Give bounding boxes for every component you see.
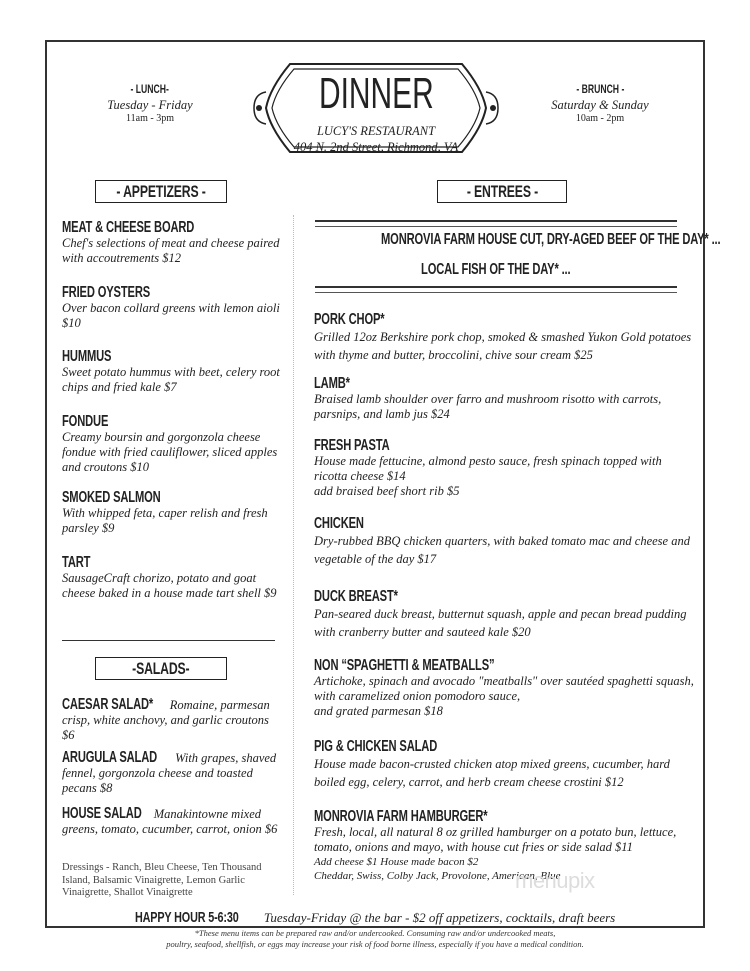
menu-item: LAMB* Braised lamb shoulder over farro and mushroom risotto with carrots, parsnips, and lamb jus $24 — [314, 375, 662, 421]
menu-item: CHICKEN Dry-rubbed BBQ chicken quarters, with baked tomato mac and cheese and vegetable of the day $17 — [314, 515, 690, 566]
menu-item: PIG & CHICKEN SALAD House made bacon-crusted chicken atop mixed greens, cucumber, hard boiled egg, celery, carrot, and herb cream cheese crostini $12 — [314, 738, 670, 789]
appetizers-heading: - APPETIZERS - — [95, 180, 227, 203]
happy-hour: HAPPY HOUR 5-6:30 Tuesday-Friday @ the bar - $2 off appetizers, cocktails, draft beers — [134, 909, 616, 926]
specials-rule-bottom — [315, 286, 677, 293]
section-divider — [62, 640, 275, 641]
special-fish: LOCAL FISH OF THE DAY* ... — [421, 261, 571, 278]
menu-item: TART SausageCraft chorizo, potato and goat cheese baked in a house made tart shell $9 — [62, 554, 277, 600]
menu-item: HUMMUS Sweet potato hummus with beet, celery root chips and fried kale $7 — [62, 348, 280, 394]
lunch-time: 11am - 3pm — [126, 113, 174, 124]
brunch-label: - BRUNCH - — [576, 82, 624, 96]
disclaimer: *These menu items can be prepared raw and/or undercooked. Consuming raw and/or undercooked meats, poultry, seafood, shellfish, or eggs may increase your risk of food borne illness, especially if you have a medical condition. — [166, 928, 584, 949]
brunch-days: Saturday & Sunday — [551, 98, 649, 112]
salad-item: CAESAR SALAD* Romaine, parmesan crisp, white anchovy, and garlic croutons $6 — [62, 696, 270, 742]
special-beef: MONROVIA FARM HOUSE CUT, DRY-AGED BEEF OF THE DAY* ... — [381, 231, 721, 248]
menu-item: NON “SPAGHETTI & MEATBALLS” Artichoke, spinach and avocado "meatballs" over sautéed spaghetti squash, with caramelized onion pomodoro sauce, and grated parmesan $18 — [314, 657, 694, 718]
menu-item: FRESH PASTA House made fettucine, almond pesto sauce, fresh spinach topped with ricotta cheese $14 add braised beef short rib $5 — [314, 437, 662, 498]
menu-item: PORK CHOP* Grilled 12oz Berkshire pork chop, smoked & smashed Yukon Gold potatoes with thyme and butter, broccolini, chive sour cream $25 — [314, 311, 692, 362]
specials-rule-top — [315, 220, 677, 227]
column-divider — [293, 215, 294, 895]
lunch-label: - LUNCH- — [130, 82, 170, 96]
restaurant-address: 404 N. 2nd Street, Richmond, VA — [293, 140, 459, 154]
brunch-hours — [520, 80, 680, 124]
lunch-days: Tuesday - Friday — [107, 98, 193, 112]
menu-item: MONROVIA FARM HAMBURGER* Fresh, local, all natural 8 oz grilled hamburger on a potato bun, lettuce, tomato, onions and mayo, with house cut fries or side salad $11 Add cheese $1 House made bacon $2 Cheddar, Swiss, Colby Jack, Provolone, American, Blue — [314, 808, 677, 882]
menu-item: DUCK BREAST* Pan-seared duck breast, butternut squash, apple and pecan bread pudding with cranberry butter and sauteed kale $20 — [314, 588, 687, 639]
menu-item: FRIED OYSTERS Over bacon collard greens with lemon aioli $10 — [62, 284, 280, 330]
restaurant-name: LUCY'S RESTAURANT — [316, 124, 436, 138]
dressings-list: Dressings - Ranch, Bleu Cheese, Ten Thousand Island, Balsamic Vinaigrette, Lemon Garlic Vinaigrette, Shallot Vinaigrette — [62, 862, 262, 898]
salads-heading: -SALADS- — [95, 657, 227, 680]
salad-item: ARUGULA SALAD With grapes, shaved fennel, gorgonzola cheese and toasted pecans $8 — [62, 749, 277, 795]
brunch-time: 10am - 2pm — [575, 113, 625, 124]
salad-item: HOUSE SALAD Manakintowne mixed greens, tomato, cucumber, carrot, onion $6 — [62, 805, 278, 836]
entrees-heading: - ENTREES - — [437, 180, 567, 203]
page-title: DINNER — [318, 69, 434, 118]
menu-item: FONDUE Creamy boursin and gorgonzola cheese fondue with fried cauliflower, sliced apples and croutons $10 — [62, 413, 278, 474]
watermark-logo: menupix — [515, 868, 595, 893]
lunch-hours — [70, 80, 230, 124]
menu-item: SMOKED SALMON With whipped feta, caper relish and fresh parsley $9 — [62, 489, 268, 535]
menu-item: MEAT & CHEESE BOARD Chef's selections of meat and cheese paired with accoutrements $12 — [62, 219, 280, 265]
